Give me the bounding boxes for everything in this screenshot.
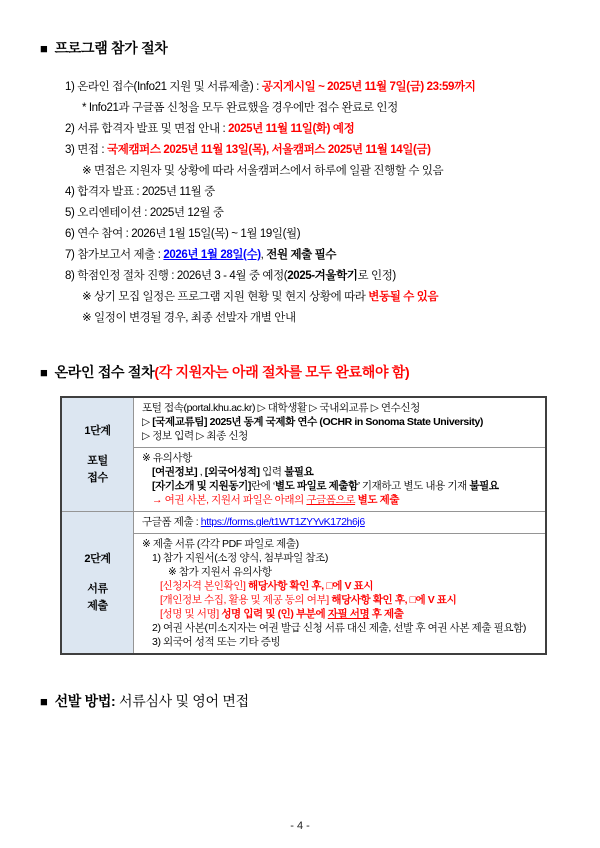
text-segment: ※ 제출 서류 (각각 PDF 파일로 제출) [142, 538, 299, 550]
text-segment: → 여권 사본, 지원서 파일은 아래의 [152, 494, 307, 506]
notice-arrow-line [142, 493, 539, 507]
documents-block [134, 533, 545, 653]
text-segment: [개인정보 수집, 활용 및 제공 동의 여부] [160, 594, 332, 606]
text-segment: ※ 일정이 변경될 경우, 최종 선발자 개별 안내 [82, 312, 296, 324]
portal-path-line [142, 415, 539, 429]
step1-label-cell [62, 398, 134, 511]
section-program-steps [40, 38, 572, 329]
text-segment: ’ 기재하고 별도 내용 기재 [357, 480, 470, 492]
list-item [65, 119, 572, 140]
text-segment: 자필 서명 [327, 608, 370, 620]
step1-label-line1: 포털 [87, 454, 108, 467]
interview-dates: 국제캠퍼스 2025년 11월 13일(목), 서울캠퍼스 2025년 11월 14일(금) [107, 144, 431, 156]
google-form-row [134, 512, 545, 533]
step2-number: 2단계 [84, 552, 111, 565]
page-number-text: - 4 - [290, 820, 310, 832]
list-item-note [65, 161, 572, 182]
list-item [65, 224, 572, 245]
text-segment: 2025-겨울학기 [287, 270, 358, 282]
text-segment: 2) 서류 합격자 발표 및 면접 안내 : [65, 123, 229, 135]
list-item [65, 245, 572, 266]
table-row-step1 [62, 398, 545, 511]
text-segment: [자기소개 및 지원동기] [152, 480, 251, 492]
square-bullet-icon: ■ [40, 365, 48, 380]
square-bullet-icon: ■ [40, 41, 48, 56]
text-segment: * Info21과 구글폼 신청을 모두 완료했을 경우에만 접수 완료로 인정 [82, 102, 398, 114]
text-segment: ▷ [142, 416, 153, 428]
step2-content-cell [134, 512, 545, 653]
text-segment: ※ 참가 지원서 유의사항 [168, 566, 272, 578]
text-segment: 로 인정) [357, 270, 396, 282]
text-segment: 별도 파일로 제출함 [274, 480, 358, 492]
text-segment: 별도 제출 [357, 494, 400, 506]
text-segment: 란에 ‘ [250, 480, 275, 492]
section2-title: 온라인 접수 절차 [54, 364, 155, 380]
text-segment: 포털 접속(portal.khu.ac.kr) ▷ 대학생활 ▷ 국내외교류 ▷ 연수신청 [142, 402, 420, 414]
section1-title: 프로그램 참가 절차 [54, 40, 168, 56]
page-number [0, 820, 600, 832]
step2-label-cell [62, 512, 134, 653]
step1-content-cell [134, 398, 545, 511]
text-segment: ▷ 정보 입력 ▷ 최종 신청 [142, 430, 248, 442]
section3-title: 선발 방법: [54, 693, 116, 709]
portal-path-line [142, 401, 539, 415]
text-segment: 입력 [259, 466, 285, 478]
document-item [142, 621, 539, 635]
text-segment: 성명 입력 및 (인) 부분에 [221, 608, 328, 620]
step2-label-line1: 서류 [87, 582, 108, 595]
list-item-note [65, 308, 572, 329]
notice-line [142, 465, 539, 479]
section2-heading [40, 362, 572, 382]
text-segment: 1) 참가 지원서(소정 양식, 첨부파일 참조) [152, 552, 328, 564]
section-selection-method [40, 691, 572, 711]
text-segment: 구글폼 제출 : [142, 516, 201, 528]
text-segment: ※ 면접은 지원자 및 상황에 따라 서울캠퍼스에서 하루에 일괄 진행할 수 있음 [82, 165, 444, 177]
text-segment: 2) 여권 사본(미소지자는 여권 발급 신청 서류 대신 제출, 선발 후 여권 사본 제출 필요함) [152, 622, 527, 634]
notice-line [142, 479, 539, 493]
section1-heading [40, 38, 572, 58]
text-segment: , [197, 466, 205, 478]
text-segment: 8) 학점인정 절차 진행 : 2026년 3 - 4월 중 예정( [65, 270, 288, 282]
announce-date: 2025년 11월 11일(화) 예정 [228, 123, 355, 135]
document-red-line [142, 607, 539, 621]
text-segment: 불필요 [284, 466, 314, 478]
section-online-application [40, 362, 572, 655]
list-item-note [65, 287, 572, 308]
text-segment: 해당사항 확인 후, □에 V 표시 [331, 594, 457, 606]
application-steps-table [60, 396, 547, 655]
program-name: [국제교류팀] 2025년 동계 국제화 연수 (OCHR in Sonoma State University) [152, 416, 483, 428]
list-item [65, 182, 572, 203]
document-item-note [142, 565, 539, 579]
text-segment: ※ 상기 모집 일정은 프로그램 지원 현황 및 현지 상황에 따라 [82, 291, 369, 303]
step2-label-line2: 제출 [87, 599, 108, 612]
text-segment: 6) 연수 참여 : 2026년 1월 15일(목) ~ 1월 19일(월) [65, 228, 301, 240]
step1-portal-path [134, 398, 545, 447]
text-segment: 후 제출 [369, 608, 404, 620]
text-segment: 변동될 수 있음 [368, 291, 439, 303]
text-segment: , [260, 249, 267, 261]
section1-list [65, 77, 572, 329]
text-segment: 1) 온라인 접수(Info21 지원 및 서류제출) : [65, 81, 262, 93]
text-segment: 5) 오리엔테이션 : 2025년 12월 중 [65, 207, 224, 219]
document-red-line [142, 593, 539, 607]
documents-title [142, 537, 539, 551]
text-segment: 불필요 [469, 480, 499, 492]
text-segment: 전원 제출 필수 [266, 249, 337, 261]
text-segment: ※ 유의사항 [142, 452, 192, 464]
text-segment: [여권정보] [152, 466, 198, 478]
deadline-date: 공지게시일 ~ 2025년 11월 7일(금) 23:59까지 [261, 81, 476, 93]
section3-heading [40, 691, 572, 711]
text-segment: [외국어성적] [204, 466, 260, 478]
list-item [65, 266, 572, 287]
list-item [65, 140, 572, 161]
step1-number: 1단계 [84, 424, 111, 437]
portal-path-line [142, 429, 539, 443]
section3-text: 서류심사 및 영어 면접 [115, 693, 249, 709]
list-item [65, 203, 572, 224]
table-row-step2 [62, 511, 545, 653]
step1-notice-block [134, 447, 545, 511]
document-item [142, 635, 539, 649]
text-segment: 3) 면접 : [65, 144, 108, 156]
google-form-line [142, 515, 539, 529]
google-form-link[interactable]: https://forms.gle/t1WT1ZYYvK172h6j6 [200, 516, 365, 528]
text-segment: 3) 외국어 성적 또는 기타 증빙 [152, 636, 281, 648]
document-red-line [142, 579, 539, 593]
section2-title-note: (각 지원자는 아래 절차를 모두 완료해야 함) [154, 364, 410, 380]
text-segment: [신청자격 본인확인] [160, 580, 249, 592]
text-segment: 구글폼으로 [306, 494, 356, 506]
text-segment: [성명 및 서명] [160, 608, 222, 620]
list-item-note [65, 98, 572, 119]
square-bullet-icon: ■ [40, 694, 48, 709]
list-item [65, 77, 572, 98]
text-segment: 해당사항 확인 후, □에 V 표시 [248, 580, 374, 592]
text-segment: 4) 합격자 발표 : 2025년 11월 중 [65, 186, 215, 198]
text-segment: 7) 참가보고서 제출 : [65, 249, 164, 261]
document-item [142, 551, 539, 565]
notice-title [142, 451, 539, 465]
report-deadline-date: 2026년 1월 28일(수) [163, 249, 261, 261]
step1-label-line2: 접수 [87, 471, 108, 484]
